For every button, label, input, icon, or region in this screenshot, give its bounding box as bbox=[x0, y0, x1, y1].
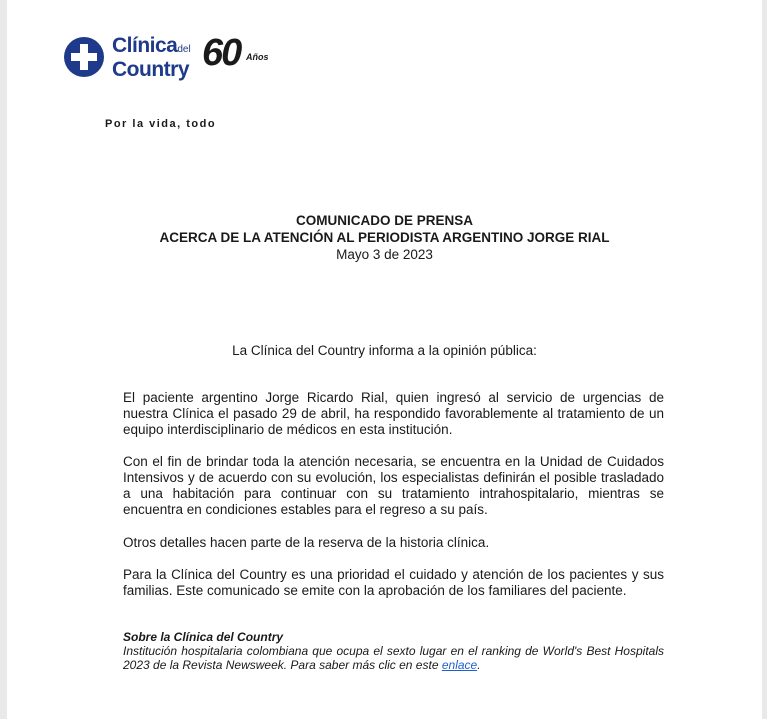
logo-anniversary: 60 bbox=[202, 32, 241, 74]
about-period: . bbox=[477, 658, 481, 672]
cross-logo-icon bbox=[63, 36, 105, 78]
heading-title-line2: ACERCA DE LA ATENCIÓN AL PERIODISTA ARGENTINO JORGE RIAL bbox=[159, 230, 610, 245]
paragraph-privacy: Otros detalles hacen parte de la reserva de la historia clínica. bbox=[123, 535, 490, 550]
about-section bbox=[123, 630, 664, 672]
about-title: Sobre la Clínica del Country bbox=[123, 630, 284, 644]
logo-name: Clínicadel Country bbox=[112, 34, 191, 81]
about-link[interactable]: enlace bbox=[441, 658, 478, 672]
paragraph-priority: Para la Clínica del Country es una prioridad el cuidado y atención de los pacientes y sus familias. Este comunicado se emite con la aprobación de los familiares del paciente. bbox=[123, 567, 664, 598]
press-release-heading bbox=[7, 212, 762, 263]
intro-line: La Clínica del Country informa a la opinión pública: bbox=[232, 343, 537, 358]
heading-date: Mayo 3 de 2023 bbox=[336, 247, 433, 262]
heading-title-line1: COMUNICADO DE PRENSA bbox=[295, 213, 473, 228]
logo-anniversary-suffix: Años bbox=[246, 52, 269, 62]
logo-tagline: Por la vida, todo bbox=[105, 118, 217, 130]
clinic-logo bbox=[63, 32, 303, 130]
paragraph-patient-status: El paciente argentino Jorge Ricardo Rial, quien ingresó al servicio de urgencias de nuestra Clínica el pasado 29 de abril, ha respondido favorablemente al tratamiento de un equipo interdisciplinario de médicos en esta institución. bbox=[123, 390, 664, 437]
document-page bbox=[7, 0, 762, 719]
about-text: Institución hospitalaria colombiana que ocupa el sexto lugar en el ranking de World's Best Hospitals 2023 de la Revista Newsweek. Para saber más clic en este bbox=[123, 644, 664, 672]
paragraph-icu: Con el fin de brindar toda la atención necesaria, se encuentra en la Unidad de Cuidados Intensivos y de acuerdo con su evolución, los especialistas definirán el posible trasladado a una habitación para continuar con su tratamiento intrahospitalario, mientras se encuentra en condiciones estables para el regreso a su país. bbox=[123, 454, 664, 517]
